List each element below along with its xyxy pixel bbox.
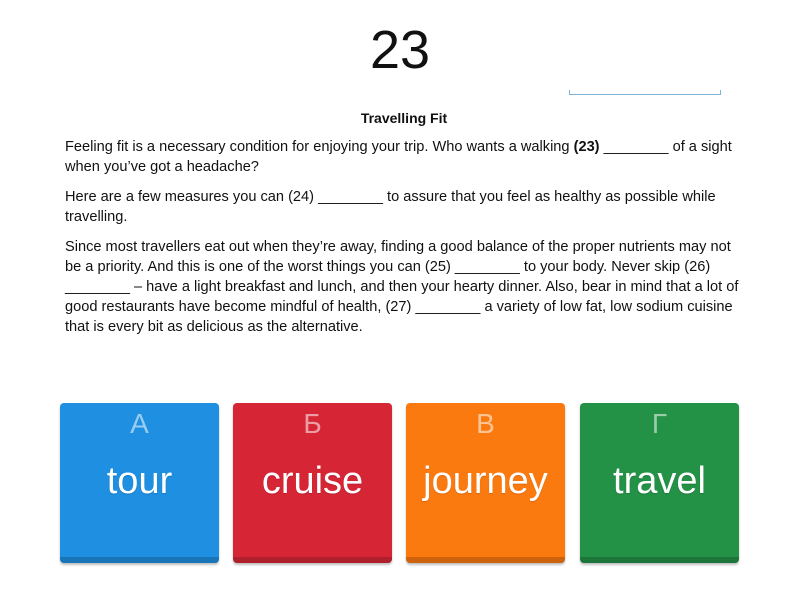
answer-letter: В [476, 408, 495, 439]
answer-word: travel [613, 460, 706, 502]
answer-button-a[interactable] [60, 403, 219, 563]
answer-button-c[interactable] [406, 403, 565, 563]
answer-options [60, 403, 740, 565]
paragraph-1-text-end: ________ of a sight when you’ve got a headache? [65, 139, 732, 175]
question-marker: (23) [573, 139, 600, 155]
paragraph-1-text-start: Feeling fit is a necessary condition for enjoying your trip. Who wants a walking [65, 139, 574, 155]
paragraph-3: Since most travellers eat out when they’re away, finding a good balance of the proper nutrients may not be a priority. And this is one of the worst things you can (25) ________ to your body. Never skip (26) ________ – have a light breakfast and lunch, and then your hearty dinner. Also, bear in mind that a lot of good restaurants have become mindful of health, (27) ________ a variety of low fat, low sodium cuisine that is every bit as delicious as the alternative. [65, 239, 739, 335]
answer-letter: Г [651, 408, 668, 439]
timer-bar [569, 94, 721, 95]
answer-button-d[interactable] [580, 403, 739, 563]
answer-button-b[interactable] [233, 403, 392, 563]
answer-letter: Б [303, 408, 322, 439]
paragraph-2: Here are a few measures you can (24) ________ to assure that you feel as healthy as possible while travelling. [65, 189, 716, 225]
passage [65, 109, 743, 347]
answer-word: tour [106, 460, 173, 502]
paragraph-1 [65, 137, 743, 177]
question-number: 23 [369, 20, 431, 80]
answer-word: journey [423, 460, 548, 502]
answer-word: cruise [261, 460, 364, 502]
passage-title: Travelling Fit [360, 110, 448, 126]
answer-letter: А [130, 408, 149, 439]
